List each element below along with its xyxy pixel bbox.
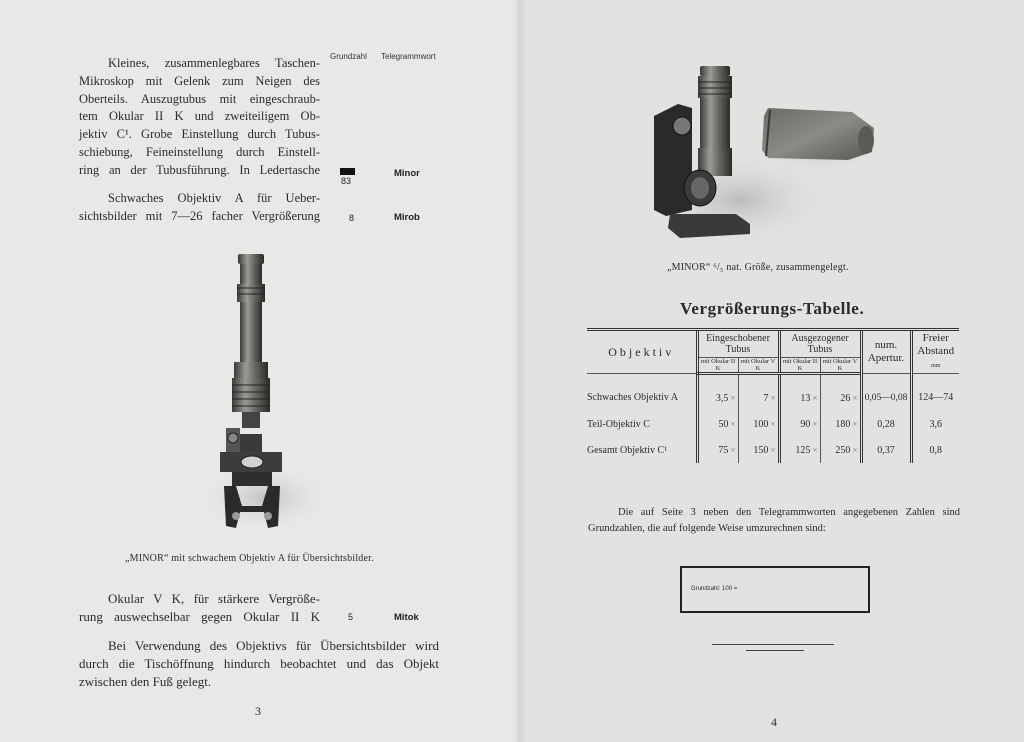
cell-aperture: 0,28 (861, 411, 911, 437)
usage-line: Bei Verwendung des Objektivs für Übersichtsbilder wird (108, 638, 439, 653)
header-free-distance-unit: mm (931, 363, 941, 369)
intro-line: ring an der Tubusführung. In Ledertasche (79, 162, 320, 177)
subheader-extended-2k: mit Okular II K (779, 358, 820, 374)
row-objective-name: Gesamt Objektiv C¹ (587, 444, 668, 456)
cell-distance: 3,6 (911, 411, 959, 437)
table-row (587, 374, 959, 412)
grundzahl-mitok: 5 (348, 612, 354, 622)
cell-value: 26 (840, 392, 851, 404)
eyepiece-paragraph (79, 590, 320, 626)
cell-magnification (697, 411, 738, 437)
conversion-formula: Grundzahl: 100 = (691, 586, 738, 592)
grundzahl-mirob: 8 (349, 213, 355, 223)
cell-value: 100 (753, 418, 769, 430)
telegram-word-mitok: Mitok (394, 612, 419, 623)
cell-value: 75 (718, 444, 729, 456)
table-row (587, 437, 959, 463)
page-number-left: 3 (255, 704, 261, 718)
usage-line: zwischen den Fuß gelegt. (79, 673, 212, 689)
subheader-inserted-5k: mit Okular V K (738, 358, 779, 374)
intro-line: tem Okular II K und zweiteiligem Ob- (79, 109, 320, 124)
times-sign: × (812, 392, 818, 403)
times-sign: × (812, 418, 818, 429)
times-sign: × (730, 418, 736, 429)
cell-value: 90 (800, 418, 811, 430)
times-sign: × (730, 392, 736, 403)
cell-magnification (779, 437, 820, 463)
row-objective-name: Schwaches Objektiv A (587, 392, 679, 403)
intro-line: schiebung, Feineinstellung durch Einstell- (79, 144, 320, 159)
cell-value: 150 (753, 444, 769, 456)
header-free-distance-label: Freier Abstand (917, 332, 955, 357)
header-extended-tube: Ausgezogener Tubus (779, 330, 861, 358)
cell-magnification (779, 411, 820, 437)
telegram-word-mirob: Mirob (394, 212, 420, 223)
times-sign: × (770, 418, 776, 429)
subheader-extended-5k: mit Okular V K (820, 358, 861, 374)
weak-objective-line: sichtsbilder mit 7—26 facher Vergrößerung (79, 208, 320, 223)
cell-aperture: 0,37 (861, 437, 911, 463)
subheader-inserted-2k: mit Okular II K (697, 358, 738, 374)
cell-magnification (779, 374, 820, 412)
conversion-note: Die auf Seite 3 neben den Telegrammworten angegebenen Zahlen sind Grundzahlen, die auf folgende Weise umzurechnen sind: (588, 507, 960, 534)
cell-value: 180 (835, 418, 851, 430)
intro-line: Oberteils. Auszugtubus mit eingeschraub- (79, 91, 320, 106)
telegram-word-minor: Minor (394, 168, 420, 179)
cell-distance: 0,8 (911, 437, 959, 463)
cell-value: 50 (718, 418, 729, 430)
page-number-right: 4 (771, 715, 777, 729)
intro-line: Mikroskop mit Gelenk zum Neigen des (79, 73, 320, 88)
column-header-grundzahl: Grundzahl (330, 52, 367, 61)
cell-magnification (738, 437, 779, 463)
cell-magnification (820, 437, 861, 463)
header-inserted-tube: Eingeschobener Tubus (697, 330, 779, 358)
times-sign: × (852, 392, 858, 403)
eyepiece-line: Okular V K, für stärkere Vergröße- (108, 591, 320, 606)
intro-paragraph (79, 55, 320, 180)
redaction-mark (340, 168, 355, 175)
times-sign: × (770, 392, 776, 403)
left-figure-caption: „MINOR“ mit schwachem Objektiv A für Übersichtsbilder. (125, 553, 374, 564)
intro-line: jektiv C¹. Grobe Einstellung durch Tubus- (79, 127, 320, 142)
cell-value: 13 (800, 392, 811, 404)
weak-objective-paragraph (79, 190, 320, 226)
times-sign: × (852, 418, 858, 429)
times-sign: × (812, 444, 818, 455)
microscope-folded-photo (640, 60, 890, 245)
cell-value: 3,5 (715, 392, 729, 404)
cell-magnification (738, 411, 779, 437)
eyepiece-line: rung auswechselbar gegen Okular II K (79, 608, 320, 624)
usage-line: durch die Tischöffnung hindurch beobachtet und das Objekt (79, 655, 439, 671)
header-free-distance (911, 330, 959, 374)
times-sign: × (852, 444, 858, 455)
header-aperture: num. Apertur. (861, 330, 911, 374)
cell-magnification (820, 411, 861, 437)
conversion-box (680, 566, 870, 613)
cell-value: 125 (795, 444, 811, 456)
page-fold (512, 0, 526, 742)
cell-magnification (697, 437, 738, 463)
header-objektiv: Objektiv (587, 330, 697, 374)
cell-magnification (820, 374, 861, 412)
cell-magnification (738, 374, 779, 412)
rule-line (712, 644, 834, 645)
row-objective-name: Teil-Objektiv C (587, 418, 650, 430)
cell-value: 7 (763, 392, 769, 404)
cell-aperture: 0,05—0,08 (861, 374, 911, 412)
cell-magnification (697, 374, 738, 412)
usage-paragraph (79, 637, 439, 690)
magnification-table (587, 328, 959, 463)
column-header-telegrammwort: Telegrammwort (381, 52, 436, 61)
right-figure-caption: „MINOR“ ⁶/₅ nat. Größe, zusammengelegt. (667, 262, 849, 273)
times-sign: × (770, 444, 776, 455)
intro-line: Kleines, zusammenlegbares Taschen- (108, 56, 320, 70)
grundzahl-minor: 83 (341, 176, 352, 186)
microscope-extended-photo (190, 248, 340, 538)
cell-value: 250 (835, 444, 851, 456)
cell-distance: 124—74 (911, 374, 959, 412)
weak-objective-line: Schwaches Objektiv A für Ueber- (108, 191, 320, 205)
table-title: Vergrößerungs-Tabelle. (680, 299, 865, 318)
rule-line (746, 650, 804, 651)
table-row (587, 411, 959, 437)
times-sign: × (730, 444, 736, 455)
